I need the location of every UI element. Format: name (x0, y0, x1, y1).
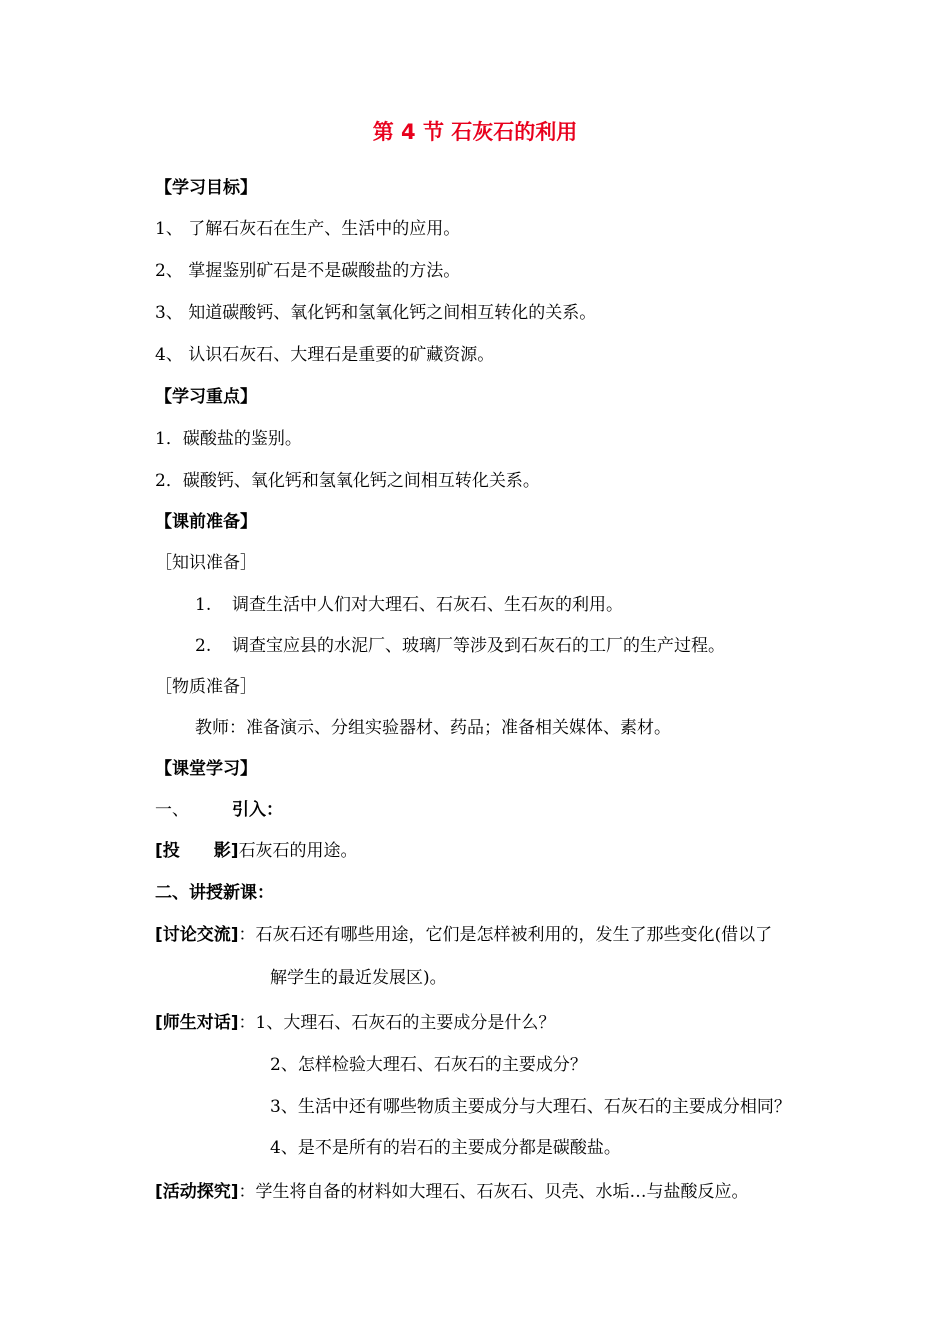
new-lesson-heading: 二、讲授新课： (155, 883, 274, 903)
classroom-heading: 【课堂学习】 (155, 759, 257, 779)
dialogue-line (155, 1012, 555, 1034)
activity-tag: [活动探究] (155, 1182, 239, 1202)
material-prep-label: ［物质准备］ (155, 677, 257, 697)
page-title: 第 4 节 石灰石的利用 (372, 120, 578, 144)
knowledge-item-num: 1. (195, 595, 212, 615)
dialogue-item: 2、怎样检验大理石、石灰石的主要成分？ (270, 1055, 587, 1075)
projection-tag-end: 影] (213, 841, 239, 861)
dialogue-item: 3、生活中还有哪些物质主要成分与大理石、石灰石的主要成分相同？ (270, 1097, 791, 1117)
activity-text: ：学生将自备的材料如大理石、石灰石、贝壳、水垢…与盐酸反应。 (238, 1182, 749, 1202)
dialogue-tag: [师生对话] (155, 1013, 239, 1033)
intro-num: 一、 (155, 800, 189, 820)
dialogue-item: 4、是不是所有的岩石的主要成分都是碳酸盐。 (270, 1138, 621, 1158)
knowledge-item-num: 2. (195, 636, 212, 656)
goal-item: 1、 了解石灰石在生产、生活中的应用。 (155, 219, 461, 239)
goals-heading: 【学习目标】 (155, 178, 257, 198)
projection-text: 石灰石的用途。 (238, 841, 358, 861)
projection-line (155, 840, 358, 862)
goal-item: 3、 知道碳酸钙、氧化钙和氢氧化钙之间相互转化的关系。 (155, 303, 597, 323)
keypoint-item: 1．碳酸盐的鉴别。 (155, 429, 302, 449)
discussion-text: ：石灰石还有哪些用途，它们是怎样被利用的，发生了那些变化(借以了 (238, 925, 773, 945)
knowledge-item-text: 调查生活中人们对大理石、石灰石、生石灰的利用。 (232, 595, 623, 615)
knowledge-item-text: 调查宝应县的水泥厂、玻璃厂等涉及到石灰石的工厂的生产过程。 (232, 636, 725, 656)
prep-heading: 【课前准备】 (155, 512, 257, 532)
dialogue-item: ：1、大理石、石灰石的主要成分是什么？ (238, 1013, 556, 1033)
goal-item: 4、 认识石灰石、大理石是重要的矿藏资源。 (155, 345, 495, 365)
keypoint-item: 2．碳酸钙、氧化钙和氢氧化钙之间相互转化关系。 (155, 471, 540, 491)
discussion-tag: [讨论交流] (155, 925, 239, 945)
discussion-text-cont: 解学生的最近发展区)。 (270, 968, 447, 988)
goal-item: 2、 掌握鉴别矿石是不是碳酸盐的方法。 (155, 261, 461, 281)
discussion-line (155, 924, 772, 946)
knowledge-prep-label: ［知识准备］ (155, 553, 257, 573)
activity-line (155, 1181, 749, 1203)
intro-text: 引入： (232, 800, 283, 820)
projection-tag-start: [投 (155, 841, 180, 861)
material-prep-text: 教师：准备演示、分组实验器材、药品；准备相关媒体、素材。 (195, 718, 671, 738)
keypoints-heading: 【学习重点】 (155, 387, 257, 407)
